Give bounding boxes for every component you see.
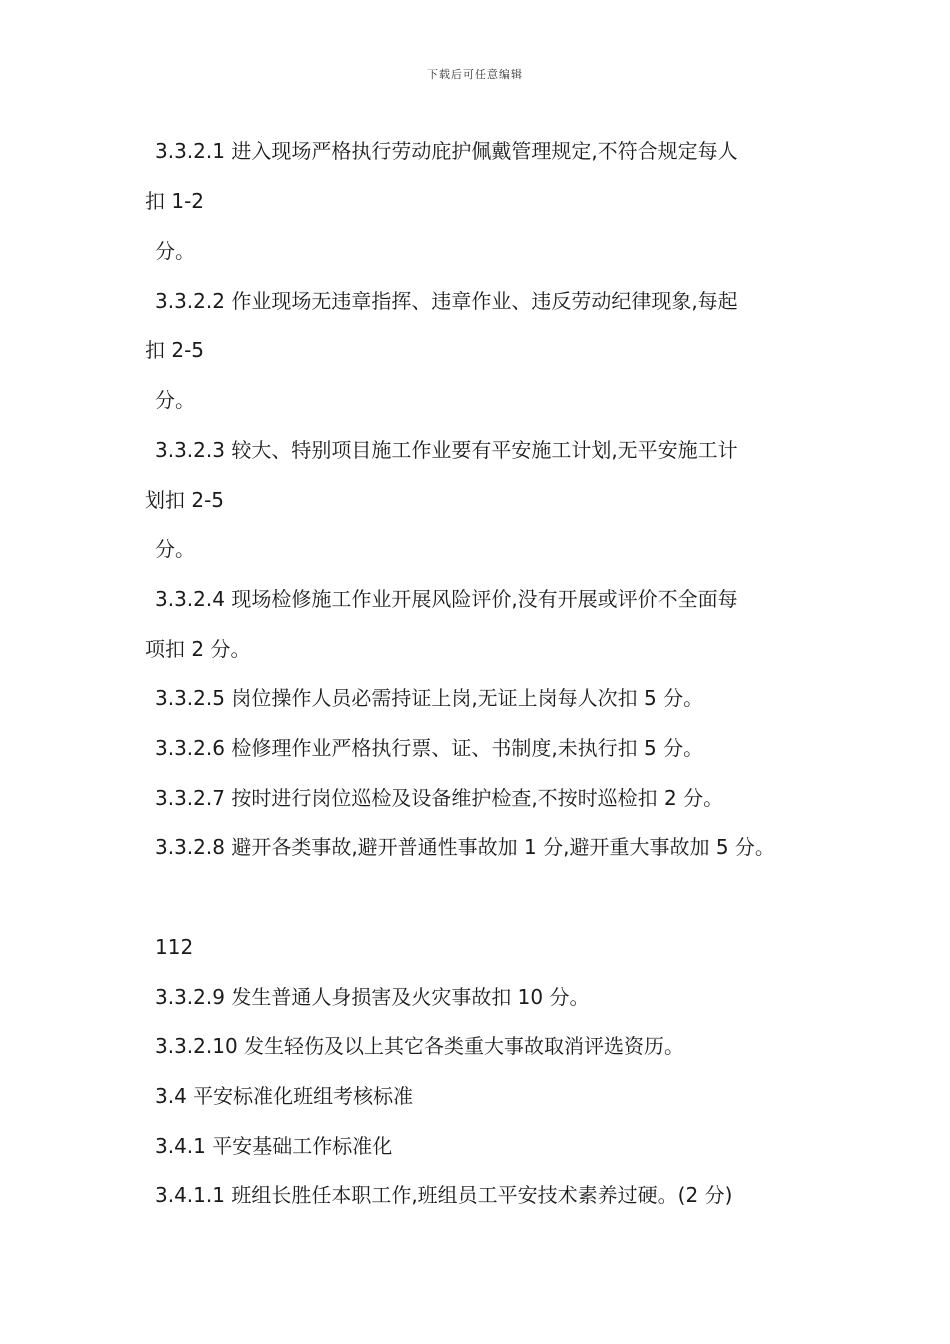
text-line: 3.3.2.9 发生普通人身损害及火灾事故扣 10 分。	[155, 985, 590, 1009]
section-heading: 3.4 平安标准化班组考核标准	[155, 1084, 414, 1108]
page-header: 下载后可任意编辑	[427, 68, 523, 81]
text-line: 3.3.2.4 现场检修施工作业开展风险评价,没有开展或评价不全面每	[155, 587, 738, 611]
text-line: 扣 1-2	[145, 189, 205, 213]
text-line: 分。	[155, 388, 195, 412]
text-line: 3.3.2.2 作业现场无违章指挥、违章作业、违反劳动纪律现象,每起	[155, 289, 738, 313]
text-line: 3.3.2.10 发生轻伤及以上其它各类重大事故取消评选资历。	[155, 1034, 685, 1058]
text-line: 3.3.2.8 避开各类事故,避开普通性事故加 1 分,避开重大事故加 5 分。	[155, 835, 775, 859]
text-line: 3.3.2.5 岗位操作人员必需持证上岗,无证上岗每人次扣 5 分。	[155, 686, 704, 710]
text-line: 划扣 2-5	[145, 488, 225, 512]
text-line: 3.3.2.7 按时进行岗位巡检及设备维护检查,不按时巡检扣 2 分。	[155, 786, 724, 810]
text-line: 3.3.2.6 检修理作业严格执行票、证、书制度,未执行扣 5 分。	[155, 736, 704, 760]
text-line: 项扣 2 分。	[145, 637, 251, 661]
text-line: 分。	[155, 537, 195, 561]
subsection-heading: 3.4.1 平安基础工作标准化	[155, 1134, 393, 1158]
text-line: 扣 2-5	[145, 338, 205, 362]
page-number: 112	[155, 935, 194, 959]
text-line: 3.4.1.1 班组长胜任本职工作,班组员工平安技术素养过硬。(2 分)	[155, 1183, 733, 1207]
text-line: 3.3.2.1 进入现场严格执行劳动庇护佩戴管理规定,不符合规定每人	[155, 139, 738, 163]
text-line: 3.3.2.3 较大、特别项目施工作业要有平安施工计划,无平安施工计	[155, 438, 738, 462]
text-line: 分。	[155, 239, 195, 263]
